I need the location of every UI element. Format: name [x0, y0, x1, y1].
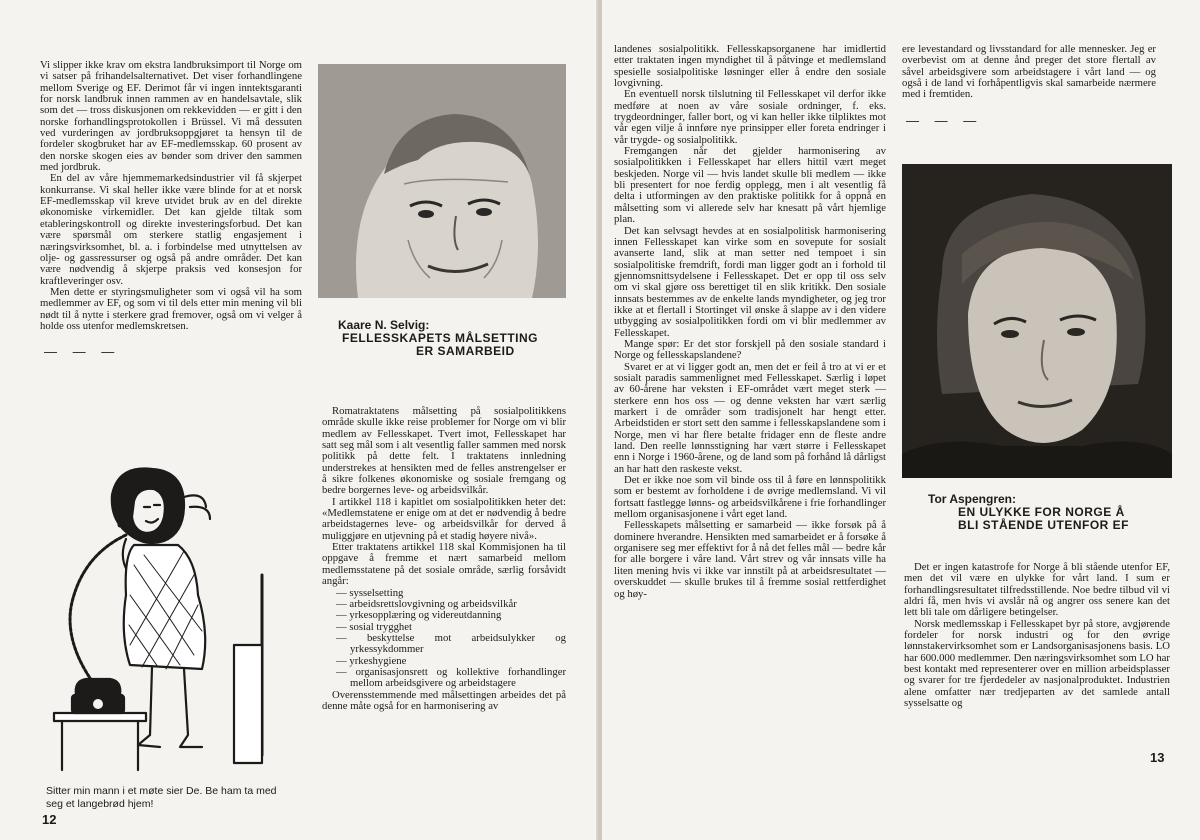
list-item: — arbeidsrettslovgivning og arbeidsvilkår: [336, 599, 566, 610]
byline-selvig: [338, 318, 578, 358]
column-1: [40, 60, 302, 358]
column-3: [614, 44, 886, 600]
article-headline-line-2: ER SAMARBEID: [416, 344, 515, 358]
article-headline-line-2: BLI STÅENDE UTENFOR EF: [958, 518, 1130, 532]
list-item: — sosial trygghet: [336, 622, 566, 633]
col4b-paragraph-2: Norsk medlemsskap i Fellesskapet byr på store, avgjørende fordeler for norsk industri og for den øvrige lønnstakervirksomhet som er Landsorganisasjonens basis. LO har 600.000 medlemmer. Den næringsvirksomhet som LO har best kontakt med representerer over en million arbeidsplasser og svarer for tre fjerdedeler av nasjonalproduktet. Industrien alene omfatter nær tredjeparten av det samlede antall sysselsatte og: [904, 617, 1170, 710]
col1-paragraph-1: Vi slipper ikke krav om ekstra landbruksimport til Norge om vi satser på frihandelsalternativet. Det viser forhandlingene mellom Sverige og EF. Derimot får vi ingen inntektsgaranti for norsk landbruk innen rammen av en handelsavtale, slik som det — tross diskusjonen om rekkevidden — er gitt i den norske forhandlingsprotokollen i Brüssel. Vi må dessuten ved vurderingen av jordbruksoppgjøret ta hensyn til de fordeler skogbruket har av EF-medlemsskap. 60 prosent av den norske skogen eies av bønder som driver den sammen med jordbruk.: [40, 59, 302, 174]
portrait-photo-aspengren: [902, 164, 1172, 478]
social-areas-list: [322, 588, 566, 690]
col1-paragraph-3: Men dette er styringsmuligheter som vi også vil ha som medlemmer av EF, og som vi til dels etter min mening vil bli nødt til å nytte i sterkere grad fremover, også om vi velger å holde oss utenfor medlemskretsen.: [40, 285, 302, 332]
cartoon-caption: Sitter min mann i et møte sier De. Be ham ta med seg et langebrød hjem!: [46, 785, 277, 810]
col3-paragraph-2: En eventuell norsk tilslutning til Fellesskapet vil derfor ikke medføre at noen av våre sosiale ordninger, f. eks. trygdeordninger, faller bort, og vi kan heller ikke tilpliktes mot vår egen vilje å innføre nye prinsipper eller foreta endringer i vår trygde- og sosialpolitikk.: [614, 88, 886, 146]
col2-paragraph-2: I artikkel 118 i kapitlet om sosialpolitikken heter det: «Medlemstatene er enige om at det er nødvendig å bedre arbeidstagernes leve- og arbeidsvilkår for derved å muliggjøre en utjevning på et stadig høyere nivå».: [322, 495, 566, 542]
section-separator: — — —: [906, 112, 983, 128]
list-item: — organisasjonsrett og kollektive forhandlinger mellom arbeidsgivere og arbeidstagere: [336, 667, 566, 690]
col4b-paragraph-1: Det er ingen katastrofe for Norge å bli stående utenfor EF, men det vil være en ulykke for vårt land. I sum er forhandlingsresultatet tilfredsstillende. Noe bedre tilbud vil vi aldri få, men hvis vi avslår nå og angrer oss senere kan det lett bli tale om dårligere betingelser.: [904, 561, 1170, 619]
cartoon-illustration: [34, 455, 274, 785]
list-item: — sysselsetting: [336, 588, 566, 599]
column-4-top: [902, 44, 1156, 126]
portrait-aspengren-image: [902, 164, 1172, 478]
col4-paragraph-1: ere levestandard og livsstandard for alle mennesker. Jeg er overbevist om at denne ånd preger det store flertall av såvel arbeidsgivere som arbeidstagere i vårt land — og også i de land vi forhåpentligvis skal samarbeide nærmere med i fremtiden.: [902, 43, 1156, 101]
col3-paragraph-4: Det kan selvsagt hevdes at en sosialpolitisk harmonisering innen Fellesskapet kan virke som en sovepute for sosialt avanserte land, slik at man setter ned tempoet i sin sosialpolitiske fremdrift, fordi man ligger godt an i forhold til gjennomsnittsydelsene i Fellesskapet. Det er opp til oss selv om vi skal gjøre oss berettiget til en slik kritikk. Den sosiale innsats bestemmes av de enkelte lands myndigheter, og jeg tror ikke at et flertall i Stortinget vil ønske å slappe av i den videre utbygging av sosialpolitikken fordi om vi blir medlemmer av Fellesskapet.: [614, 224, 886, 339]
col2-closing: Overensstemmende med målsettingen arbeides det på denne måte også for en harmonisering av: [322, 688, 566, 712]
portrait-selvig-image: [318, 64, 566, 298]
portrait-photo-selvig: [318, 64, 566, 298]
col3-paragraph-8: Fellesskapets målsetting er samarbeid — ikke forsøk på å dominere hverandre. Hensikten med samarbeidet er å forsøke å organisere seg mer effektivt for å nå det felles mål — bedre kår for alle borgere i våre land. Vårt strev og vår innsats ville ha liten mening hvis vi ikke var innstilt på at arbeidsresultatet — overskuddet — skulle brukes til å fremme sosial rettferdighet og høy-: [614, 519, 886, 600]
left-page: [0, 0, 598, 840]
page-number-right: 13: [1150, 750, 1165, 765]
column-4-bottom: [904, 562, 1170, 709]
col3-paragraph-7: Det er ikke noe som vil binde oss til å føre en lønnspolitikk som er bestemt av forholdene i de øvrige medlemsland. Vi vil fortsatt fastlegge lønns- og arbeidsvilkårene i frie forhandlinger mellom organisasjonene i vårt eget land.: [614, 474, 886, 521]
right-page: [602, 0, 1200, 840]
col2-paragraph-3: Etter traktatens artikkel 118 skal Kommisjonen ha til oppgave å fremme et nært samarbeid mellom medlemsstatene på det sosiale område, særlig forsåvidt angår:: [322, 541, 566, 588]
article-headline-line-1: FELLESSKAPETS MÅLSETTING: [342, 331, 539, 345]
author-name: Tor Aspengren:: [928, 492, 1017, 506]
col3-paragraph-1: landenes sosialpolitikk. Fellesskapsorganene har imidlertid etter traktaten ingen myndighet til å påtvinge et medlemsland spesielle sosialpolitiske løsninger eller å endre den sosiale lovgivning.: [614, 43, 886, 90]
list-item: — beskyttelse mot arbeidsulykker og yrkessykdommer: [336, 633, 566, 656]
byline-aspengren: [928, 492, 1178, 532]
page-number-left: 12: [42, 812, 57, 827]
col1-paragraph-2: En del av våre hjemmemarkedsindustrier vil få skjerpet konkurranse. Vi skal heller ikke være blinde for at et norsk EF-medlemsskap vil kreve utvidet bruk av en del direkte økonomiske virkemidler. Det kan gjelde tiltak som etableringskontroll og direkte investeringsforbud. Det kan være spørsmål om sterkere statlig engasjement i næringsvirksomhet, bl. a. i forbindelse med utnyttelsen av olje- og gassressurser og også på andre områder. Det kan være nødvendig å skjerpe praksis ved konsesjon for kraftleveringer osv.: [40, 172, 302, 287]
col2-paragraph-1: Romatraktatens målsetting på sosialpolitikkens område skulle ikke reise problemer for Norge om vi blir medlem av Fellesskapet. Tvert imot, Fellesskapet har satt seg mål som i alt vesentlig faller sammen med norsk politikk på dette felt. I traktatens innledning understrekes at hensikten med de felles anstrengelser er å sikre folkenes økonomiske og sosiale fremgang og bedre borgernes leve- og arbeidsvilkår.: [322, 405, 566, 497]
col3-paragraph-5: Mange spør: Er det stor forskjell på den sosiale standard i Norge og fellesskapslandene?: [614, 337, 886, 362]
list-item: — yrkeshygiene: [336, 656, 566, 667]
author-name: Kaare N. Selvig:: [338, 318, 430, 332]
article-headline-line-1: EN ULYKKE FOR NORGE Å: [958, 505, 1125, 519]
col3-paragraph-3: Fremgangen når det gjelder harmonisering av sosialpolitikken i Fellesskapet har ellers hittil vært meget beskjeden. Norge vil — hvis landet skulle bli medlem — ikke bli presentert for noe ferdig opplegg, men i alt vesentlig få delta i utformingen av den praktiske politikk for å oppnå en målsetting som vi allerede selv har knesatt på vårt hjemlige plan.: [614, 145, 886, 226]
col3-paragraph-6: Svaret er at vi ligger godt an, men det er feil å tro at vi er et sosialt paradis sammenlignet med Fellesskapet. Særlig i løpet av 60-årene har veksten i EF-området vært meget sterk — sterkere enn hos oss — og denne veksten har vært særlig markert i de områder som tradisjonelt har hengt etter. Arbeidstiden er stort sett den samme i fellesskapslandene som i Norge, men vi har flere betalte fridager enn de fleste andre land. Den reelle lønnsstigning har vært større i Fellesskapet enn i Norge i 1960-årene, og de land som på forhånd lå dårligst an har hatt den raskeste vekst.: [614, 360, 886, 475]
list-item: — yrkesopplæring og videreutdanning: [336, 610, 566, 621]
column-2: [322, 406, 566, 712]
section-separator: — — —: [44, 344, 121, 360]
